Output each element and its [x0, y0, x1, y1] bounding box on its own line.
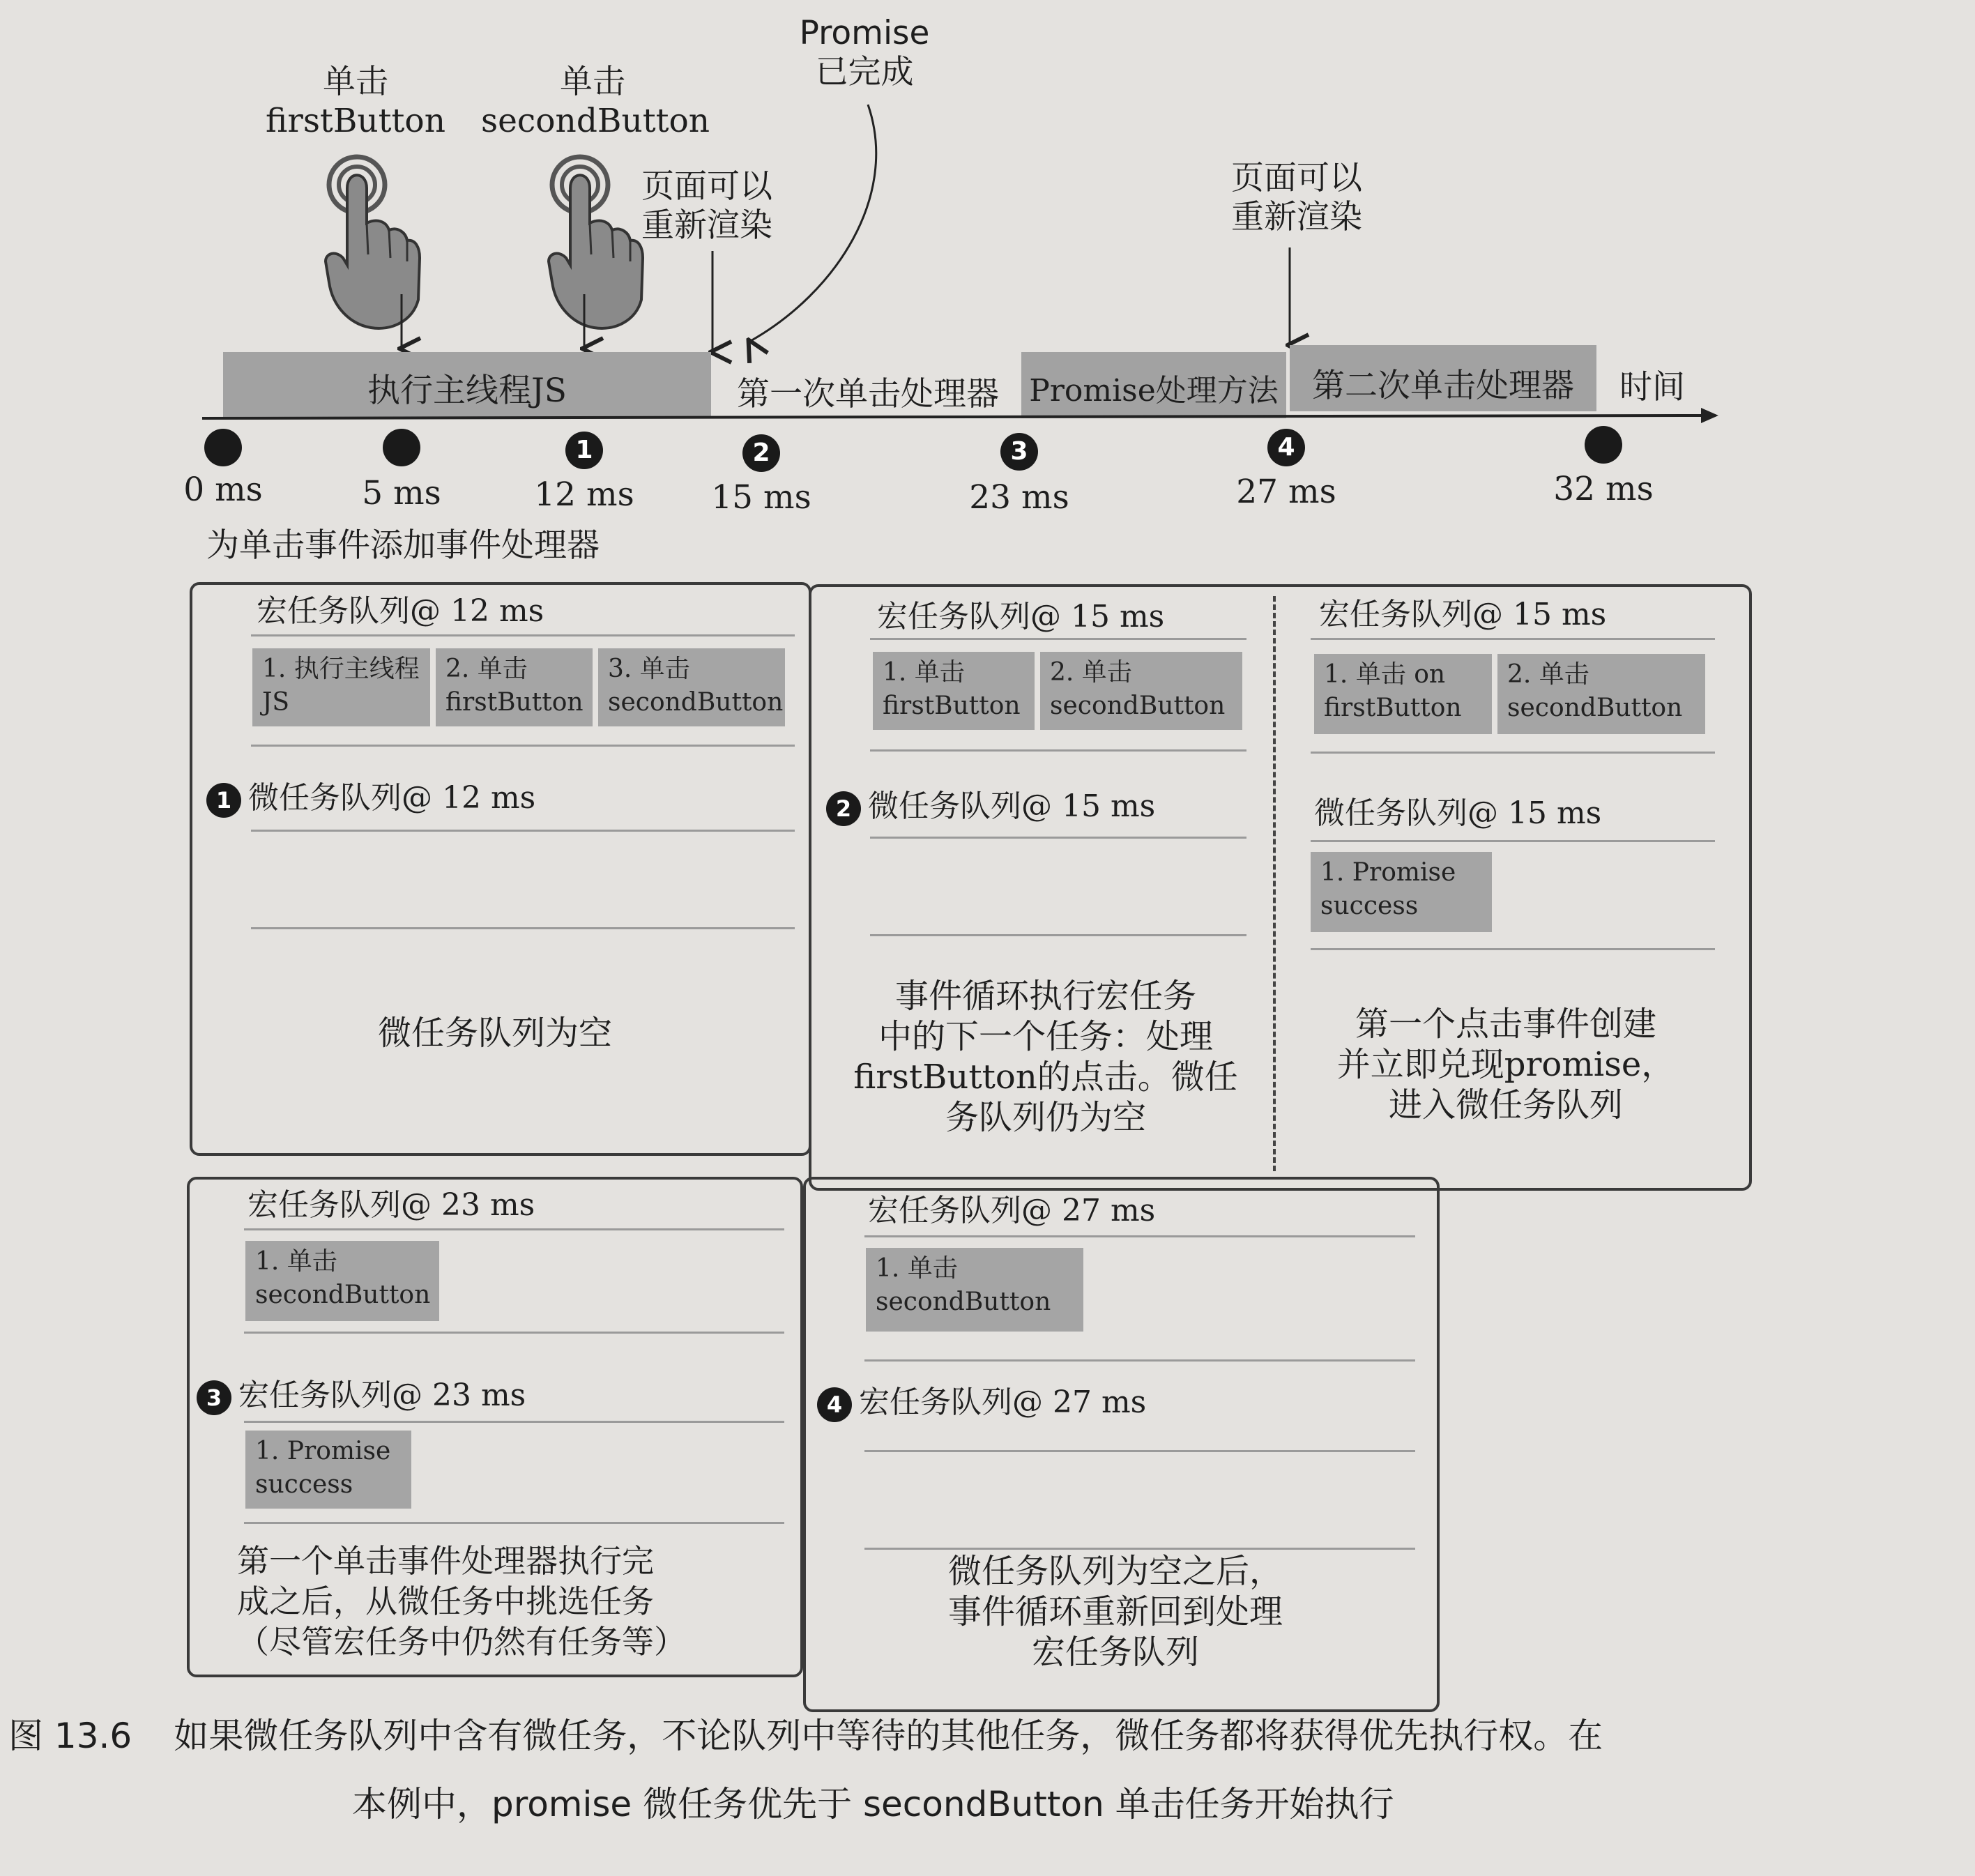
micro-queue-title: 2 微任务队列@ 15 ms: [826, 781, 1155, 826]
macro-task: 2. 单击 firstButton: [436, 648, 593, 726]
timeline-graphics: [0, 0, 1975, 558]
panel-note: 微任务队列为空: [377, 1014, 612, 1053]
micro-queue-title: 微任务队列@ 15 ms: [1314, 795, 1602, 831]
micro-queue-title: 4 宏任务队列@ 27 ms: [817, 1377, 1146, 1422]
figure-number: 图 13.6: [8, 1716, 132, 1756]
label-rerender-1: 页面可以 重新渲染: [641, 167, 772, 245]
macro-task: 2. 单击 secondButton: [1040, 652, 1242, 730]
tick-label: 23 ms: [969, 478, 1069, 517]
label-promise-done: Promise 已完成: [799, 14, 930, 91]
segment-first-click-handler: 第一次单击处理器: [737, 375, 999, 413]
panel-divider: [1273, 596, 1276, 1171]
tick-label: 15 ms: [711, 478, 811, 517]
figure-caption-line2: 本例中，promise 微任务优先于 secondButton 单击任务开始执行: [352, 1784, 1394, 1824]
macro-task: 1. 单击 firstButton: [873, 652, 1035, 730]
tick-marker: 1: [575, 436, 593, 464]
micro-queue-title: 3 宏任务队列@ 23 ms: [197, 1370, 526, 1415]
micro-queue-title: 1 微任务队列@ 12 ms: [206, 772, 535, 818]
label-click-first: 单击 firstButton: [266, 63, 445, 140]
step-badge: 3: [197, 1380, 231, 1415]
segment-second-click-handler: 第二次单击处理器: [1312, 367, 1574, 405]
step-badge: 2: [826, 791, 861, 826]
tick-label: 32 ms: [1553, 470, 1654, 508]
tick-label: 0 ms: [183, 471, 263, 509]
macro-task: 3. 单击 secondButton: [598, 648, 785, 726]
macro-queue-title: 宏任务队列@ 23 ms: [247, 1187, 535, 1223]
micro-task: 1. Promise success: [245, 1431, 411, 1509]
label-click-second: 单击 secondButton: [481, 63, 710, 140]
tick-marker: 3: [1010, 437, 1028, 466]
macro-queue-title: 宏任务队列@ 15 ms: [1319, 597, 1607, 632]
macro-task: 2. 单击 secondButton: [1497, 654, 1705, 734]
micro-task: 1. Promise success: [1311, 852, 1492, 932]
figure-caption-line1: 图 13.6 如果微任务队列中含有微任务，不论队列中等待的其他任务，微任务都将获得优先执行权。在: [8, 1716, 1603, 1756]
step-badge: 1: [206, 783, 241, 818]
label-rerender-2: 页面可以 重新渲染: [1231, 159, 1362, 236]
macro-task: 1. 单击 secondButton: [245, 1241, 439, 1321]
tick-marker: 2: [752, 439, 770, 467]
axis-label-time: 时间: [1619, 368, 1685, 406]
step-badge: 4: [817, 1387, 852, 1422]
timeline-dots: [204, 426, 1622, 472]
hand-pointer-icon: [326, 157, 420, 328]
hand-pointer-icon: [549, 157, 643, 328]
tick-label: 5 ms: [362, 474, 441, 512]
panel-note: 微任务队列为空之后， 事件循环重新回到处理 宏任务队列: [947, 1552, 1283, 1672]
segment-promise-handler: Promise处理方法: [1029, 373, 1279, 409]
macro-task: 1. 单击 on firstButton: [1314, 654, 1492, 734]
panel-note: 第一个单击事件处理器执行完 成之后，从微任务中挑选任务 （尽管宏任务中仍然有任务等）: [237, 1542, 686, 1661]
tick-label: 27 ms: [1236, 473, 1336, 511]
macro-queue-title: 宏任务队列@ 27 ms: [868, 1193, 1156, 1228]
macro-queue-title: 宏任务队列@ 15 ms: [877, 599, 1165, 634]
macro-queue-title: 宏任务队列@ 12 ms: [257, 593, 544, 629]
macro-task: 1. 单击 secondButton: [866, 1248, 1083, 1332]
segment-main-js: 执行主线程JS: [367, 372, 567, 410]
tick-label: 12 ms: [534, 475, 634, 514]
panel-note: 事件循环执行宏任务 中的下一个任务：处理 firstButton的点击。微任 务队列仍为空: [853, 977, 1238, 1137]
macro-task: 1. 执行主线程 JS: [252, 648, 430, 726]
add-handler-note: 为单击事件添加事件处理器: [206, 526, 600, 565]
panel-note: 第一个点击事件创建 并立即兑现promise， 进入微任务队列: [1336, 1005, 1675, 1124]
tick-marker: 4: [1277, 433, 1295, 462]
